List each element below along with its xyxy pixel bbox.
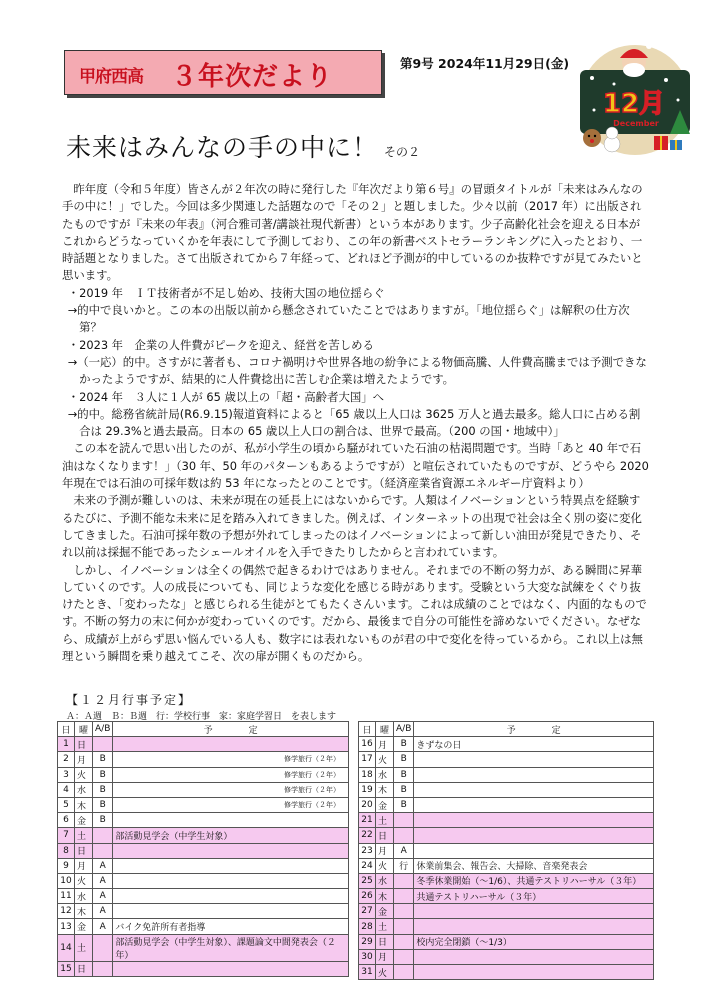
weekday-cell: 木 (75, 904, 93, 919)
table-header-row (359, 722, 654, 737)
ab-cell (394, 813, 414, 828)
header-weekday: 曜 (75, 722, 93, 737)
ab-cell (394, 828, 414, 843)
schedule-legend: Ａ：Ａ週 Ｂ：Ｂ週 行：学校行事 家：家庭学習日 を表します (66, 712, 337, 722)
day-cell: 1 (58, 737, 75, 752)
plan-cell (414, 965, 654, 980)
plan-cell (414, 767, 654, 782)
table-row (359, 813, 654, 828)
article-body (62, 181, 650, 665)
ab-cell: A (93, 919, 113, 934)
ab-cell (93, 828, 113, 843)
weekday-cell: 月 (376, 843, 394, 858)
weekday-cell: 金 (75, 919, 93, 934)
ab-cell (394, 889, 414, 904)
ab-cell: B (394, 797, 414, 812)
ab-cell: B (394, 752, 414, 767)
plan-cell (113, 873, 349, 888)
paragraph-innovation: 未来の予測が難しいのは、未来が現在の延長上にはないからです。人類はイノベーションという特異点を経験するたびに、予測不能な未来に足を踏み入れてきました。例えば、インターネットの出現で社会は全く別の姿に変化してきました。石油可採年数の予想が外れてしまったのはイノベーションによって新しい油田が発見できたり、それ以前は採掘不能であったシェールオイルを入手できたりしたからと言われています。 (62, 493, 642, 560)
ab-cell: 行 (394, 858, 414, 873)
december-badge-illustration (574, 40, 696, 158)
ab-cell (394, 919, 414, 934)
ab-cell: A (93, 858, 113, 873)
header-plan: 予 定 (414, 722, 654, 737)
header-weekday: 曜 (376, 722, 394, 737)
day-cell: 5 (58, 797, 75, 812)
plan-cell: 部活動見学会（中学生対象） (113, 828, 349, 843)
plan-cell (414, 813, 654, 828)
day-cell: 12 (58, 904, 75, 919)
weekday-cell: 火 (75, 767, 93, 782)
day-cell: 29 (359, 934, 376, 949)
newsletter-title: ３年次だより (171, 62, 334, 92)
badge-month: 12月 (602, 89, 666, 119)
weekday-cell: 金 (376, 904, 394, 919)
plan-cell (414, 919, 654, 934)
table-row (359, 965, 654, 980)
ab-cell: B (394, 767, 414, 782)
prediction-2023-note: →（一応）的中。さすがに著者も、コロナ禍明けや世界各地の紛争による物価高騰、人件費高騰までは予測できなかったようですが、結果的に人件費捻出に苦しむ企業は増えたようです。 (67, 354, 647, 387)
plan-cell (113, 889, 349, 904)
plan-cell: 校内完全閉鎖（～1/3） (414, 934, 654, 949)
weekday-cell: 月 (376, 949, 394, 964)
table-row (359, 949, 654, 964)
weekday-cell: 日 (75, 961, 93, 976)
weekday-cell: 月 (75, 858, 93, 873)
table-header-row (58, 722, 349, 737)
plan-cell (414, 828, 654, 843)
paragraph-effort: しかし、イノベーションは全くの偶然で起きるわけではありません。それまでの不断の努力が、ある瞬間に昇華していくのです。人の成長についても、同じような変化を感じる時があります。受験という大変な試練をくぐり抜けたとき、「変わったな」と感じられる生徒がとてもたくさんいます。これは成績のことではなく、内面的なものです。不断の努力の末に何かが変わっていくのです。だから、最後まで自分の可能性を諦めないでください。なぜなら、成績が上がらず思い悩んでいる人も、数字には表れないものが君の中で変化を待っているから。これ以上は無理という瞬間を乗り越えてこそ、次の扉が開くものだから。 (62, 562, 647, 664)
plan-cell (414, 949, 654, 964)
plan-cell (414, 752, 654, 767)
plan-cell (414, 797, 654, 812)
plan-cell: バイク免許所有者指導 (113, 919, 349, 934)
plan-cell: 修学旅行（２年） (113, 797, 349, 812)
table-row (58, 961, 349, 976)
day-cell: 26 (359, 889, 376, 904)
table-row (58, 813, 349, 828)
day-cell: 30 (359, 949, 376, 964)
ab-cell (394, 965, 414, 980)
ab-cell: A (93, 904, 113, 919)
day-cell: 18 (359, 767, 376, 782)
ab-cell (93, 934, 113, 961)
schedule-table-right (358, 721, 654, 980)
plan-cell (113, 813, 349, 828)
weekday-cell: 土 (376, 813, 394, 828)
day-cell: 17 (359, 752, 376, 767)
table-row (359, 889, 654, 904)
plan-cell (414, 782, 654, 797)
ab-cell: B (394, 737, 414, 752)
table-row (359, 767, 654, 782)
table-row (58, 919, 349, 934)
plan-cell: 修学旅行（２年） (113, 782, 349, 797)
prediction-2023: ・2023 年 企業の人件費がピークを迎え、経営を苦しめる (67, 337, 374, 352)
weekday-cell: 金 (75, 813, 93, 828)
plan-cell (113, 843, 349, 858)
day-cell: 9 (58, 858, 75, 873)
weekday-cell: 火 (75, 873, 93, 888)
plan-cell: 冬季休業開始（～1/6）、共通テストリハーサル（３年） (414, 873, 654, 888)
ab-cell (394, 873, 414, 888)
ab-cell (93, 961, 113, 976)
day-cell: 4 (58, 782, 75, 797)
issue-info: 第9号 2024年11月29日(金) (400, 56, 570, 71)
prediction-2019-note: →的中で良いかと。この本の出版以前から懸念されていたことではありますが。「地位揺らぐ」は解釈の仕方次第？ (67, 303, 630, 335)
ab-cell (394, 949, 414, 964)
day-cell: 10 (58, 873, 75, 888)
table-row (58, 889, 349, 904)
header-day: 日 (359, 722, 376, 737)
prediction-2019: ・2019 年 ＩＴ技術者が不足し始め、技術大国の地位揺らぐ (67, 285, 385, 300)
weekday-cell: 日 (376, 934, 394, 949)
plan-cell (113, 961, 349, 976)
day-cell: 22 (359, 828, 376, 843)
weekday-cell: 月 (376, 737, 394, 752)
badge-word: December (613, 119, 659, 128)
day-cell: 21 (359, 813, 376, 828)
ab-cell: B (394, 782, 414, 797)
ab-cell: B (93, 797, 113, 812)
day-cell: 13 (58, 919, 75, 934)
table-row (58, 904, 349, 919)
plan-cell: 共通テストリハーサル（３年） (414, 889, 654, 904)
ab-cell: B (93, 752, 113, 767)
plan-cell (113, 737, 349, 752)
day-cell: 14 (58, 934, 75, 961)
ab-cell: B (93, 767, 113, 782)
ab-cell (394, 934, 414, 949)
weekday-cell: 月 (75, 752, 93, 767)
weekday-cell: 木 (376, 782, 394, 797)
day-cell: 16 (359, 737, 376, 752)
plan-cell: 部活動見学会（中学生対象）、課題論文中間発表会（２年） (113, 934, 349, 961)
day-cell: 28 (359, 919, 376, 934)
weekday-cell: 水 (376, 873, 394, 888)
table-row (58, 752, 349, 767)
article-heading (66, 128, 420, 164)
weekday-cell: 火 (376, 965, 394, 980)
weekday-cell: 土 (75, 828, 93, 843)
day-cell: 3 (58, 767, 75, 782)
table-row (359, 919, 654, 934)
table-row (359, 843, 654, 858)
school-name: 甲府西高 (79, 67, 143, 87)
heading-main: 未来はみんなの手の中に！ (66, 133, 379, 162)
weekday-cell: 日 (376, 828, 394, 843)
weekday-cell: 火 (376, 858, 394, 873)
day-cell: 27 (359, 904, 376, 919)
weekday-cell: 水 (75, 782, 93, 797)
plan-cell: 修学旅行（２年） (113, 752, 349, 767)
day-cell: 25 (359, 873, 376, 888)
day-cell: 23 (359, 843, 376, 858)
weekday-cell: 火 (376, 752, 394, 767)
ab-cell: A (93, 889, 113, 904)
ab-cell: A (394, 843, 414, 858)
weekday-cell: 日 (75, 737, 93, 752)
ab-cell: A (93, 873, 113, 888)
day-cell: 15 (58, 961, 75, 976)
heading-sub: その２ (384, 145, 421, 159)
weekday-cell: 土 (75, 934, 93, 961)
table-row (58, 767, 349, 782)
weekday-cell: 木 (376, 889, 394, 904)
prediction-2024: ・2024 年 ３人に１人が 65 歳以上の「超・高齢者大国」へ (67, 389, 385, 404)
day-cell: 8 (58, 843, 75, 858)
ab-cell: B (93, 782, 113, 797)
plan-cell: 修学旅行（２年） (113, 767, 349, 782)
table-row (58, 797, 349, 812)
day-cell: 24 (359, 858, 376, 873)
day-cell: 2 (58, 752, 75, 767)
weekday-cell: 日 (75, 843, 93, 858)
weekday-cell: 金 (376, 797, 394, 812)
table-row (58, 828, 349, 843)
day-cell: 11 (58, 889, 75, 904)
table-row (359, 737, 654, 752)
weekday-cell: 水 (376, 767, 394, 782)
table-row (359, 873, 654, 888)
day-cell: 6 (58, 813, 75, 828)
ab-cell (394, 904, 414, 919)
plan-cell (113, 858, 349, 873)
table-row (58, 858, 349, 873)
schedule-title: 【１２月行事予定】 (66, 693, 193, 707)
header-ab: A/B (394, 722, 414, 737)
plan-cell: きずなの日 (414, 737, 654, 752)
plan-cell (113, 904, 349, 919)
table-row (359, 828, 654, 843)
table-row (359, 904, 654, 919)
paragraph-intro: 昨年度（令和５年度）皆さんが２年次の時に発行した『年次だより第６号』の冒頭タイトルが「未来はみんなの手の中に！」でした。今回は多少関連した話題なので「その２」と題しました。少々以前（2017 年）に出版されたものですが『未来の年表』（河合雅司著/講談社現代新書）という本があります。少子高齢化社会を迎える日本がこれからどうなっていくかを年表にして予測しており、この年の新書ベストセラーランキングに入ったとおり、一時話題となりました。さて出版されてから７年経って、どれほど予測が的中しているのか抜粋ですが見てみたいと思います。 (62, 182, 643, 283)
table-row (359, 752, 654, 767)
prediction-2024-note: →的中。総務省統計局(R6.9.15)報道資料によると「65 歳以上人口は 3625 万人と過去最多。総人口に占める割合は 29.3%と過去最高。日本の 65 歳以上人口の割合は、世界で最高。（200 の国・地域中）」 (67, 406, 641, 439)
day-cell: 20 (359, 797, 376, 812)
table-row (58, 737, 349, 752)
table-row (58, 934, 349, 961)
plan-cell: 休業前集会、報告会、大掃除、音楽発表会 (414, 858, 654, 873)
schedule-table-left (57, 721, 349, 977)
table-row (58, 873, 349, 888)
weekday-cell: 水 (75, 889, 93, 904)
weekday-cell: 土 (376, 919, 394, 934)
day-cell: 19 (359, 782, 376, 797)
plan-cell (414, 843, 654, 858)
table-row (359, 934, 654, 949)
ab-cell (93, 737, 113, 752)
table-row (359, 782, 654, 797)
table-row (359, 797, 654, 812)
plan-cell (414, 904, 654, 919)
header-plan: 予 定 (113, 722, 349, 737)
day-cell: 31 (359, 965, 376, 980)
table-row (58, 782, 349, 797)
ab-cell (93, 843, 113, 858)
header-ab: A/B (93, 722, 113, 737)
title-box (64, 50, 382, 95)
day-cell: 7 (58, 828, 75, 843)
weekday-cell: 木 (75, 797, 93, 812)
header-day: 日 (58, 722, 75, 737)
paragraph-oil: この本を読んで思い出したのが、私が小学生の頃から騒がれていた石油の枯渇問題です。当時「あと 40 年で石油はなくなります！」（30 年、50 年のパターンもあるようですが）と喧伝されていたものですが、どうやら 2020 年現在では石油の可採年数は約 53 年になったとのことです。（経済産業省資源エネルギー庁資料より） (62, 441, 649, 491)
table-row (359, 858, 654, 873)
ab-cell: B (93, 813, 113, 828)
table-row (58, 843, 349, 858)
